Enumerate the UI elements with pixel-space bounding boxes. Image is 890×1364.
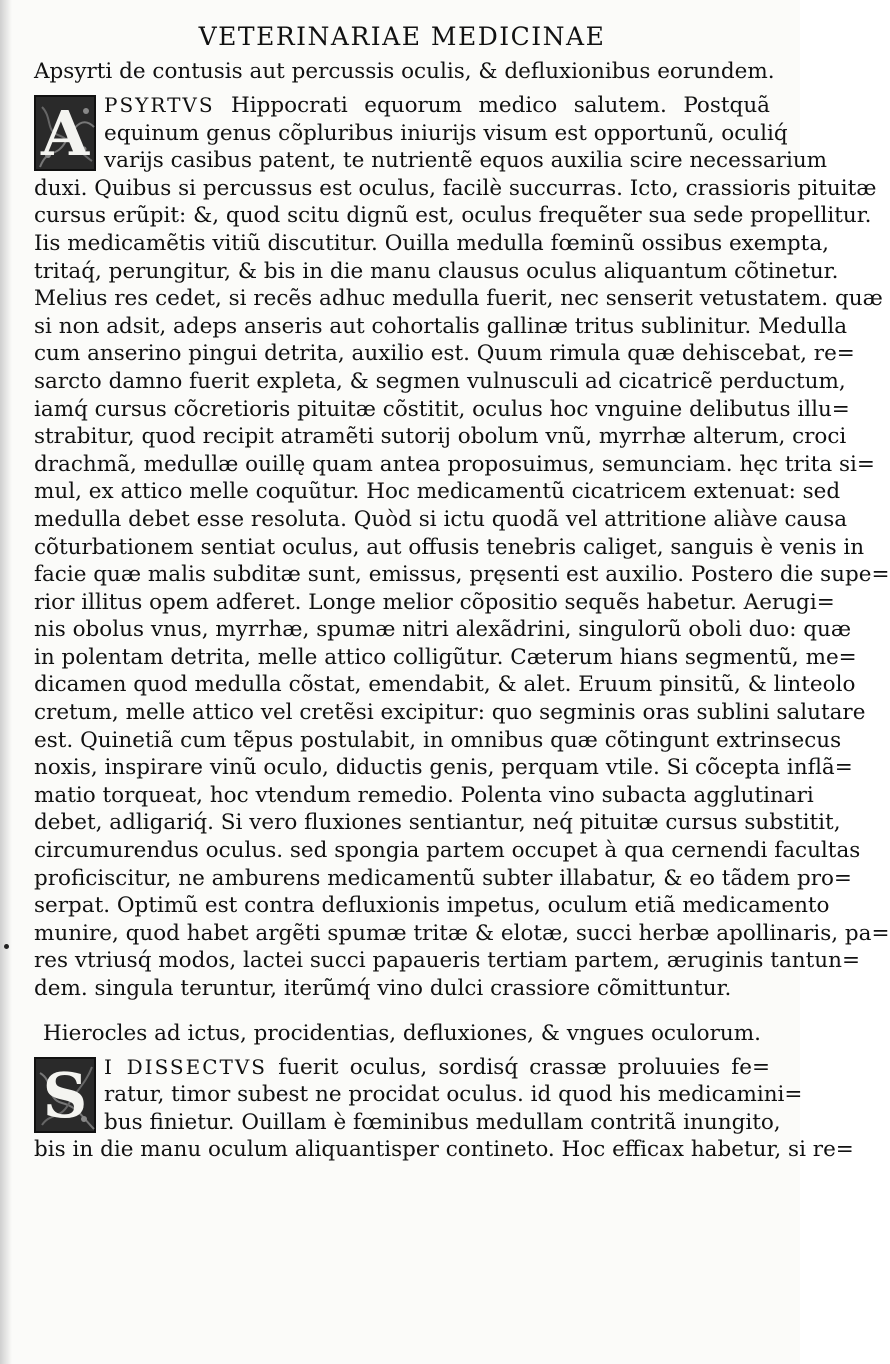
body-line: drachmã, medullæ ouillę quam antea proposuimus, semunciam. hęc trita si= [34,451,875,477]
body-line: dicamen quod medulla cõstat, emendabit, & alet. Eruum pinsitũ, & linteolo [34,672,856,698]
body-line: est. Quinetiã cum tẽpus postulabit, in omnibus quæ cõtingunt extrinsecus [34,727,842,753]
body-line: cretum, melle attico vel cretẽsi excipitur: quo segminis oras sublini salutare [34,700,866,726]
body-line: noxis, inspirare vinũ oculo, diductis genis, perquam vtile. Si cõcepta inflã= [34,755,853,781]
lead-small-caps: I DISSECTVS [104,1054,268,1079]
body-line: debet, adligariq́. Si vero fluxiones sentiantur, neq́ pituitæ cursus substitit, [34,810,841,836]
body-line: munire, quod habet argẽti spumæ tritæ & elotæ, succi herbæ apollinaris, pa= [34,920,890,946]
body-line: in polentam detrita, melle attico colligũtur. Cæterum hians segmentũ, me= [34,644,857,670]
body-line: equinum genus cõpluribus iniurijs visum est opportunũ, oculiq́ [104,120,788,146]
body-line: dem. singula teruntur, iterũmq́ vino dulci crassiore cõmittuntur. [34,976,732,1001]
body-line: strabitur, quod recipit atramẽti sutorij obolum vnũ, myrrhæ alterum, croci [34,424,847,450]
section-body-apsyrtus [34,92,890,1003]
body-line: matio torqueat, hoc vtendum remedio. Polenta vino subacta agglutinari [34,782,814,808]
body-line: bis in die manu oculum aliquantisper contineto. Hoc efficax habetur, si re= [34,1137,854,1163]
section-title-apsyrtus: Apsyrti de contusis aut percussis oculis, & defluxionibus eorundem. [34,59,775,84]
body-line: ratur, timor subest ne procidat oculus. id quod his medicamini= [104,1082,803,1108]
body-line: cum anserino pingui detrita, auxilio est. Quum rimula quæ dehiscebat, re= [34,341,855,367]
body-line: circumurendus oculus. sed spongia partem occupet à qua cernendi facultas [34,838,861,864]
body-line: res vtriusq́ modos, lactei succi papaueris tertiam partem, æruginis tantun= [34,948,860,974]
running-head: VETERINARIAE MEDICINAE [198,22,606,51]
section-title-hierocles: Hierocles ad ictus, procidentias, defluxiones, & vngues oculorum. [43,1020,761,1046]
margin-dot [4,944,9,949]
body-line: varijs casibus patent, te nutrientẽ equos auxilia scire necessarium [104,148,828,174]
body-line: cursus erũpit: &, quod scitu dignũ est, oculus frequẽter sua sede propellitur. [34,203,872,229]
initial-letter: A [40,97,90,170]
body-line: serpat. Optimũ est contra defluxionis impetus, oculum etiã medicamento [34,893,830,919]
body-line: mul, ex attico melle coquũtur. Hoc medicamentũ cicatricem extenuat: sed [34,479,841,505]
page-gutter-shadow [0,0,12,1364]
body-line: rior illitus opem adferet. Longe melior cõpositio sequẽs habetur. Aerugi= [34,589,835,615]
body-line: iamq́ cursus cõcretioris pituitæ cõstitit, oculus hoc vnguine delibutus illu= [34,396,850,422]
body-line: sarcto damno fuerit expleta, & segmen vulnusculi ad cicatricẽ perductum, [34,368,846,394]
body-line: cõturbationem sentiat oculus, aut offusis tenebris caliget, sanguis è venis in [34,534,865,560]
body-line: tritaq́, perungitur, & bis in die manu clausus oculus aliquantum cõtinetur. [34,258,839,284]
decorated-initial-s [34,1057,96,1133]
body-line: I DISSECTVS fuerit oculus, sordisq́ crassæ proluuies fe= [104,1054,771,1080]
body-line: proficiscitur, ne amburens medicamentũ subter illabatur, & eo tãdem pro= [34,865,852,891]
initial-letter: S [42,1058,88,1132]
decorated-initial-a [34,95,96,171]
body-line: si non adsit, adeps anseris aut cohortalis gallinæ tritus sublinitur. Medulla [34,313,848,339]
body-line: facie quæ malis subditæ sunt, emissus, pręsenti est auxilio. Postero die supe= [34,562,890,588]
body-line: duxi. Quibus si percussus est oculus, facilè succurras. Icto, crassioris pituitæ [34,175,877,201]
body-line: PSYRTVS Hippocrati equorum medico salutem. Postquã [104,93,770,118]
body-line: medulla debet esse resoluta. Quòd si ictu quodã vel attritione aliàve causa [34,506,848,532]
body-line: Iis medicamẽtis vitiũ discutitur. Ouilla medulla fœminũ ossibus exempta, [34,230,829,256]
section-body-hierocles [34,1054,854,1164]
body-line: bus finietur. Ouillam è fœminibus medullam contritã inungito, [104,1109,781,1135]
body-line: nis obolus vnus, myrrhæ, spumæ nitri alexãdrini, singulorũ oboli duo: quæ [34,617,852,643]
body-line: Melius res cedet, si recẽs adhuc medulla fuerit, nec senserit vetustatem. quæ [34,286,883,312]
lead-small-caps: PSYRTVS [104,93,215,117]
